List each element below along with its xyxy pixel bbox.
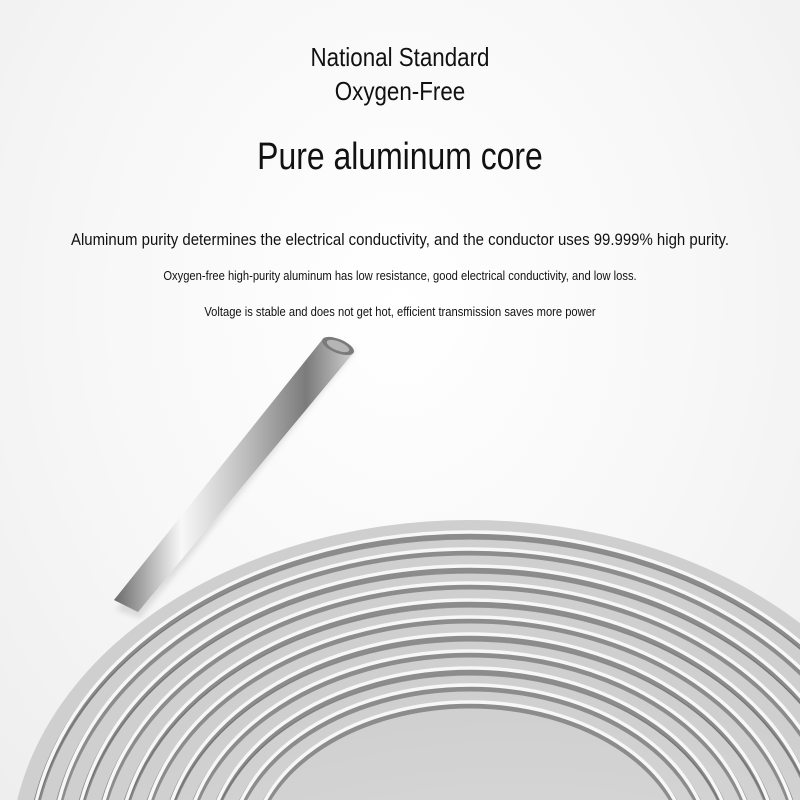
description-line-1: Aluminum purity determines the electrical conductivity, and the conductor uses 99.999% high purity. (70, 230, 730, 249)
description-line-3: Voltage is stable and does not get hot, efficient transmission saves more power (204, 304, 596, 319)
headline-oxygen-free: Oxygen-Free (334, 76, 466, 106)
wire-coil (10, 520, 800, 800)
page-title: Pure aluminum core (257, 136, 543, 178)
headline-national-standard: National Standard (310, 42, 490, 72)
description-line-2: Oxygen-free high-purity aluminum has low resistance, good electrical conductivity, and low loss. (163, 268, 637, 283)
